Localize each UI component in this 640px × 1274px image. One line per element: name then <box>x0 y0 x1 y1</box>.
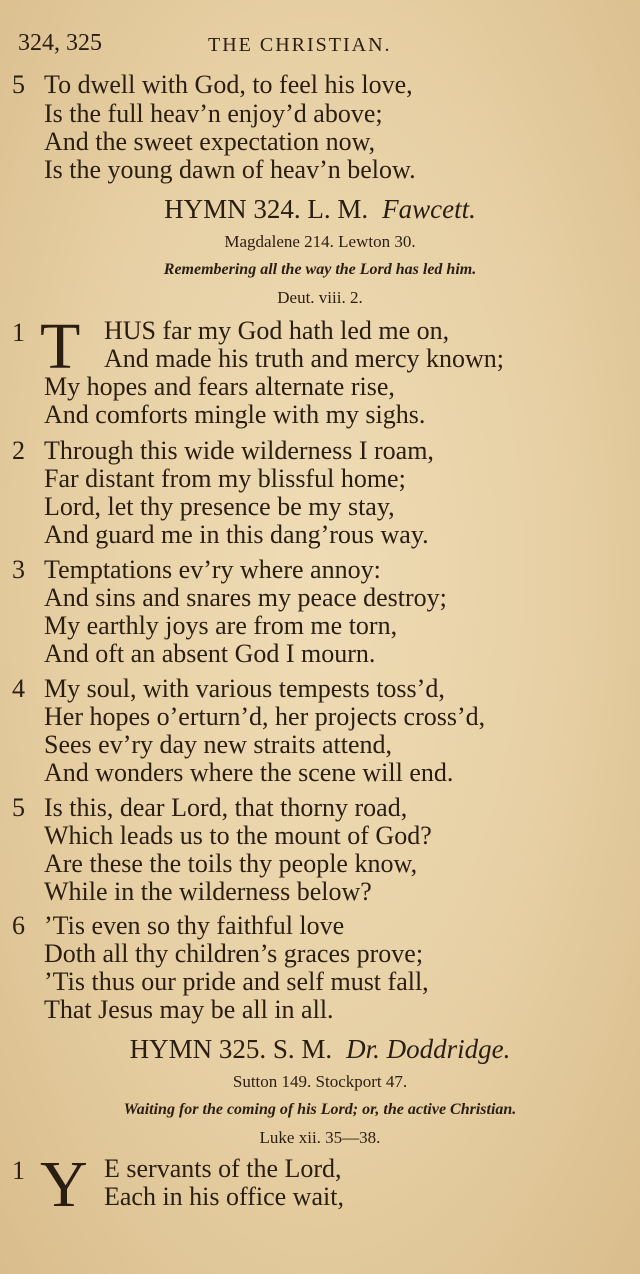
stanza-number: 1 <box>12 318 25 347</box>
verse-line: Sees ev’ry day new straits attend, <box>44 730 393 759</box>
verse-line: And the sweet expectation now, <box>44 127 376 156</box>
hymn-325-tunes: Sutton 149. Stockport 47. <box>232 1072 408 1091</box>
verse-line: Lord, let thy presence be my stay, <box>44 492 395 521</box>
verse-line: And oft an absent God I mourn. <box>44 639 376 668</box>
stanza-number: 4 <box>12 674 25 703</box>
hymn-number-meter: HYMN 324. L. M. <box>164 194 369 224</box>
hymn-author: Dr. Doddridge. <box>346 1034 511 1064</box>
page-header <box>18 30 428 62</box>
hymn-324-subject: Remembering all the way the Lord has led him. <box>163 261 477 278</box>
stanza-number: 1 <box>12 1156 25 1185</box>
verse-line: Her hopes o’erturn’d, her projects cross’d, <box>44 702 486 731</box>
verse-line: ’Tis thus our pride and self must fall, <box>44 967 429 996</box>
verse-line: To dwell with God, to feel his love, <box>44 70 413 99</box>
verse-line: My earthly joys are from me torn, <box>44 611 398 640</box>
verse-line: Which leads us to the mount of God? <box>44 821 432 850</box>
running-title: THE CHRISTIAN. <box>208 34 392 56</box>
verse-line: While in the wilderness below? <box>44 877 372 906</box>
drop-cap: T <box>40 310 81 383</box>
verse-line: And comforts mingle with my sighs. <box>44 400 426 429</box>
verse-line <box>104 316 449 346</box>
verse-line: My hopes and fears alternate rise, <box>44 372 395 401</box>
first-word-rest: HUS <box>104 316 157 345</box>
hymn-author: Fawcett. <box>382 194 476 224</box>
hymn-325-title <box>0 1034 640 1065</box>
hymn-number-meter: HYMN 325. S. M. <box>129 1034 333 1064</box>
verse-line: Is the full heav’n enjoy’d above; <box>44 99 383 128</box>
verse-line: And guard me in this dang’rous way. <box>44 520 429 549</box>
stanza-number: 5 <box>12 70 25 99</box>
stanza-number: 2 <box>12 436 25 465</box>
verse-line: And sins and snares my peace destroy; <box>44 583 447 612</box>
verse-line: Far distant from my blissful home; <box>44 464 406 493</box>
verse-line: That Jesus may be all in all. <box>44 995 334 1024</box>
verse-line: ’Tis even so thy faithful love <box>44 911 345 940</box>
verse-line-text: servants of the Lord, <box>126 1154 342 1183</box>
hymn-324-tunes: Magdalene 214. Lewton 30. <box>224 232 416 251</box>
verse-line: Temptations ev’ry where annoy: <box>44 555 381 584</box>
verse-line: Are these the toils thy people know, <box>44 849 418 878</box>
page-numbers: 324, 325 <box>18 30 102 56</box>
hymn-325-subject: Waiting for the coming of his Lord; or, the active Christian. <box>123 1101 517 1118</box>
verse-line: My soul, with various tempests toss’d, <box>44 674 445 703</box>
verse-line: Doth all thy children’s graces prove; <box>44 939 424 968</box>
verse-line: And wonders where the scene will end. <box>44 758 454 787</box>
drop-cap: Y <box>40 1148 88 1221</box>
stanza-number: 6 <box>12 911 25 940</box>
hymn-324-title <box>0 194 640 225</box>
verse-line: Is the young dawn of heav’n below. <box>44 155 416 184</box>
stanza-number: 3 <box>12 555 25 584</box>
verse-line <box>104 1154 342 1184</box>
verse-line: Each in his office wait, <box>104 1182 344 1211</box>
stanza-number: 5 <box>12 793 25 822</box>
verse-line-text: far my God hath led me on, <box>162 316 450 345</box>
first-word-rest: E <box>104 1154 120 1183</box>
verse-line: Through this wide wilderness I roam, <box>44 436 434 465</box>
hymn-325-scripture: Luke xii. 35—38. <box>259 1128 381 1147</box>
hymn-324-scripture: Deut. viii. 2. <box>277 288 363 307</box>
verse-line: Is this, dear Lord, that thorny road, <box>44 793 408 822</box>
verse-line: And made his truth and mercy known; <box>104 344 505 373</box>
